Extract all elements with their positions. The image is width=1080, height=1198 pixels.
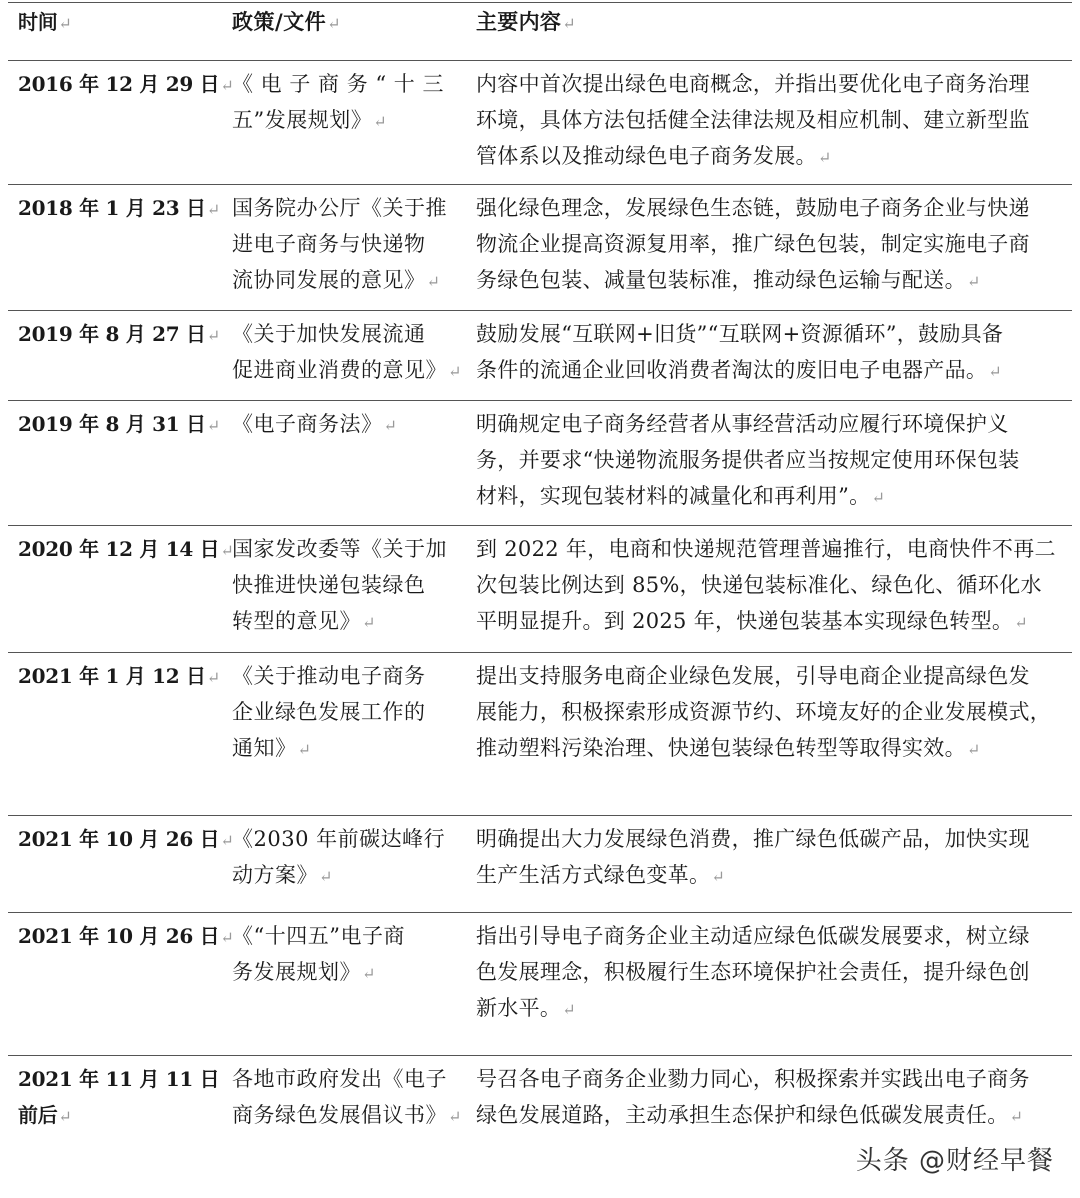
row-divider bbox=[8, 525, 1072, 526]
row-divider bbox=[8, 1055, 1072, 1056]
doc-line: 企业绿色发展工作的 bbox=[232, 700, 426, 724]
row-2-doc bbox=[232, 190, 468, 300]
doc-line: 快推进快递包装绿色 bbox=[232, 573, 426, 597]
content-line: 环境，具体方法包括健全法律法规及相应机制、建立新型监 bbox=[476, 108, 1030, 132]
row-1-date bbox=[18, 66, 234, 104]
content-line: 新水平。 bbox=[476, 996, 562, 1020]
row-1-content bbox=[476, 66, 1068, 176]
content-line: 务，并要求“快递物流服务提供者应当按规定使用环保包装 bbox=[476, 448, 1020, 472]
paragraph-mark-icon: ↵ bbox=[362, 964, 376, 983]
date-line: 2021 年 10 月 26 日 bbox=[18, 827, 220, 851]
content-line: 到 2022 年，电商和快递规范管理普遍推行，电商快件不再二 bbox=[476, 537, 1056, 561]
paragraph-mark-icon: ↵ bbox=[297, 740, 312, 759]
row-3-content bbox=[476, 316, 1068, 390]
paragraph-mark-icon: ↵ bbox=[448, 362, 462, 381]
row-7-date bbox=[18, 821, 234, 859]
paragraph-mark-icon: ↵ bbox=[817, 148, 832, 167]
row-8-doc bbox=[232, 918, 468, 992]
paragraph-mark-icon: ↵ bbox=[362, 613, 376, 632]
content-line: 次包装比例达到 85%，快递包装标准化、绿色化、循环化水 bbox=[476, 573, 1042, 597]
content-line: 展能力，积极探索形成资源节约、环境友好的企业发展模式， bbox=[476, 700, 1052, 724]
doc-line: 国务院办公厅《关于推 bbox=[232, 196, 447, 220]
content-line: 强化绿色理念，发展绿色生态链，鼓励电子商务企业与快递 bbox=[476, 196, 1030, 220]
paragraph-mark-icon: ↵ bbox=[562, 1000, 576, 1019]
date-line: 2019 年 8 月 27 日 bbox=[18, 322, 206, 346]
row-divider bbox=[8, 184, 1072, 185]
doc-line: 进电子商务与快递物 bbox=[232, 232, 426, 256]
content-line: 鼓励发展“互联网+旧货”“互联网+资源循环”，鼓励具备 bbox=[476, 322, 1004, 346]
date-line: 2018 年 1 月 23 日 bbox=[18, 196, 206, 220]
doc-line: 务发展规划》 bbox=[232, 960, 361, 984]
paragraph-mark-icon: ↵ bbox=[220, 541, 234, 560]
content-line: 平明显提升。到 2025 年，快递包装基本实现绿色转型。 bbox=[476, 609, 1014, 633]
paragraph-mark-icon: ↵ bbox=[988, 362, 1002, 381]
paragraph-mark-icon: ↵ bbox=[373, 112, 388, 131]
content-line: 条件的流通企业回收消费者淘汰的废旧电子电器产品。 bbox=[476, 358, 988, 382]
row-divider bbox=[8, 815, 1072, 816]
doc-line: 《2030 年前碳达峰行 bbox=[232, 827, 446, 851]
row-5-date bbox=[18, 531, 234, 569]
date-line: 2021 年 1 月 12 日 bbox=[18, 664, 206, 688]
doc-line: 《 电 子 商 务 “ 十 三 bbox=[232, 72, 444, 96]
doc-line: 流协同发展的意见》 bbox=[232, 268, 426, 292]
doc-line: 《“十四五”电子商 bbox=[232, 924, 405, 948]
paragraph-mark-icon: ↵ bbox=[1014, 613, 1028, 632]
row-2-content bbox=[476, 190, 1068, 300]
row-4-doc bbox=[232, 406, 468, 444]
doc-line: 《关于加快发展流通 bbox=[232, 322, 426, 346]
row-5-doc bbox=[232, 531, 468, 641]
content-line: 提出支持服务电商企业绿色发展，引导电商企业提高绿色发 bbox=[476, 664, 1030, 688]
doc-line: 促进商业消费的意见》 bbox=[232, 358, 447, 382]
date-line: 2016 年 12 月 29 日 bbox=[18, 72, 220, 96]
content-line: 指出引导电子商务企业主动适应绿色低碳发展要求，树立绿 bbox=[476, 924, 1030, 948]
content-line: 物流企业提高资源复用率，推广绿色包装，制定实施电子商 bbox=[476, 232, 1030, 256]
date-line: 2021 年 11 月 11 日 bbox=[18, 1067, 220, 1091]
paragraph-mark-icon: ↵ bbox=[220, 928, 234, 947]
row-8-content bbox=[476, 918, 1068, 1028]
paragraph-mark-icon: ↵ bbox=[448, 1107, 462, 1126]
paragraph-mark-icon: ↵ bbox=[220, 831, 234, 850]
doc-line: 五”发展规划》 bbox=[232, 108, 373, 132]
row-divider bbox=[8, 652, 1072, 653]
content-line: 明确规定电子商务经营者从事经营活动应履行环境保护义 bbox=[476, 412, 1009, 436]
doc-line: 各地市政府发出《电子 bbox=[232, 1067, 447, 1091]
row-4-content bbox=[476, 406, 1068, 516]
paragraph-mark-icon: ↵ bbox=[58, 1107, 72, 1126]
row-9-content bbox=[476, 1061, 1068, 1135]
paragraph-mark-icon: ↵ bbox=[206, 200, 220, 219]
paragraph-mark-icon: ↵ bbox=[206, 668, 220, 687]
row-4-date bbox=[18, 406, 223, 444]
row-9-date bbox=[18, 1061, 223, 1135]
row-3-date bbox=[18, 316, 223, 354]
content-line: 色发展理念，积极履行生态环境保护社会责任，提升绿色创 bbox=[476, 960, 1030, 984]
doc-line: 通知》 bbox=[232, 736, 297, 760]
row-3-doc bbox=[232, 316, 468, 390]
paragraph-mark-icon: ↵ bbox=[206, 416, 220, 435]
row-2-date bbox=[18, 190, 223, 228]
row-6-date bbox=[18, 658, 223, 696]
doc-line: 《关于推动电子商务 bbox=[232, 664, 426, 688]
paragraph-mark-icon: ↵ bbox=[966, 740, 981, 759]
content-line: 管体系以及推动绿色电子商务发展。 bbox=[476, 144, 817, 168]
content-line: 明确提出大力发展绿色消费，推广绿色低碳产品，加快实现 bbox=[476, 827, 1030, 851]
row-8-date bbox=[18, 918, 234, 956]
doc-line: 《电子商务法》 bbox=[232, 412, 383, 436]
paragraph-mark-icon: ↵ bbox=[966, 272, 981, 291]
paragraph-mark-icon: ↵ bbox=[1009, 1107, 1024, 1126]
header-doc: 政策/文件↵ bbox=[232, 9, 342, 34]
row-7-doc bbox=[232, 821, 468, 895]
paragraph-mark-icon: ↵ bbox=[220, 76, 234, 95]
row-7-content bbox=[476, 821, 1068, 895]
date-line: 2019 年 8 月 31 日 bbox=[18, 412, 206, 436]
paragraph-mark-icon: ↵ bbox=[426, 272, 441, 291]
content-line: 绿色发展道路，主动承担生态保护和绿色低碳发展责任。 bbox=[476, 1103, 1009, 1127]
content-line: 材料，实现包装材料的减量化和再利用”。 bbox=[476, 484, 871, 508]
date-line: 2021 年 10 月 26 日 bbox=[18, 924, 220, 948]
row-9-doc bbox=[232, 1061, 468, 1135]
row-5-content bbox=[476, 531, 1068, 641]
row-divider bbox=[8, 912, 1072, 913]
row-1-doc bbox=[232, 66, 468, 140]
row-divider bbox=[8, 60, 1072, 61]
paragraph-mark-icon: ↵ bbox=[871, 488, 886, 507]
header-time: 时间↵ bbox=[18, 10, 72, 34]
doc-line: 动方案》 bbox=[232, 863, 318, 887]
date-line: 2020 年 12 月 14 日 bbox=[18, 537, 220, 561]
paragraph-mark-icon: ↵ bbox=[206, 326, 220, 345]
content-line: 内容中首次提出绿色电商概念，并指出要优化电子商务治理 bbox=[476, 72, 1030, 96]
content-line: 生产生活方式绿色变革。 bbox=[476, 863, 711, 887]
content-line: 推动塑料污染治理、快递包装绿色转型等取得实效。 bbox=[476, 736, 966, 760]
doc-line: 国家发改委等《关于加 bbox=[232, 537, 447, 561]
row-6-doc bbox=[232, 658, 468, 768]
row-6-content bbox=[476, 658, 1068, 768]
row-divider bbox=[8, 400, 1072, 401]
doc-line: 商务绿色发展倡议书》 bbox=[232, 1103, 447, 1127]
paragraph-mark-icon: ↵ bbox=[319, 867, 333, 886]
paragraph-mark-icon: ↵ bbox=[383, 416, 398, 435]
content-line: 号召各电子商务企业勠力同心，积极探索并实践出电子商务 bbox=[476, 1067, 1030, 1091]
table-top-rule bbox=[8, 2, 1072, 3]
header-content: 主要内容↵ bbox=[476, 9, 576, 34]
watermark: 头条 @财经早餐 bbox=[855, 1146, 1054, 1176]
paragraph-mark-icon: ↵ bbox=[711, 867, 726, 886]
date-line: 前后 bbox=[18, 1103, 58, 1127]
doc-line: 转型的意见》 bbox=[232, 609, 361, 633]
content-line: 务绿色包装、减量包装标准，推动绿色运输与配送。 bbox=[476, 268, 966, 292]
row-divider bbox=[8, 310, 1072, 311]
